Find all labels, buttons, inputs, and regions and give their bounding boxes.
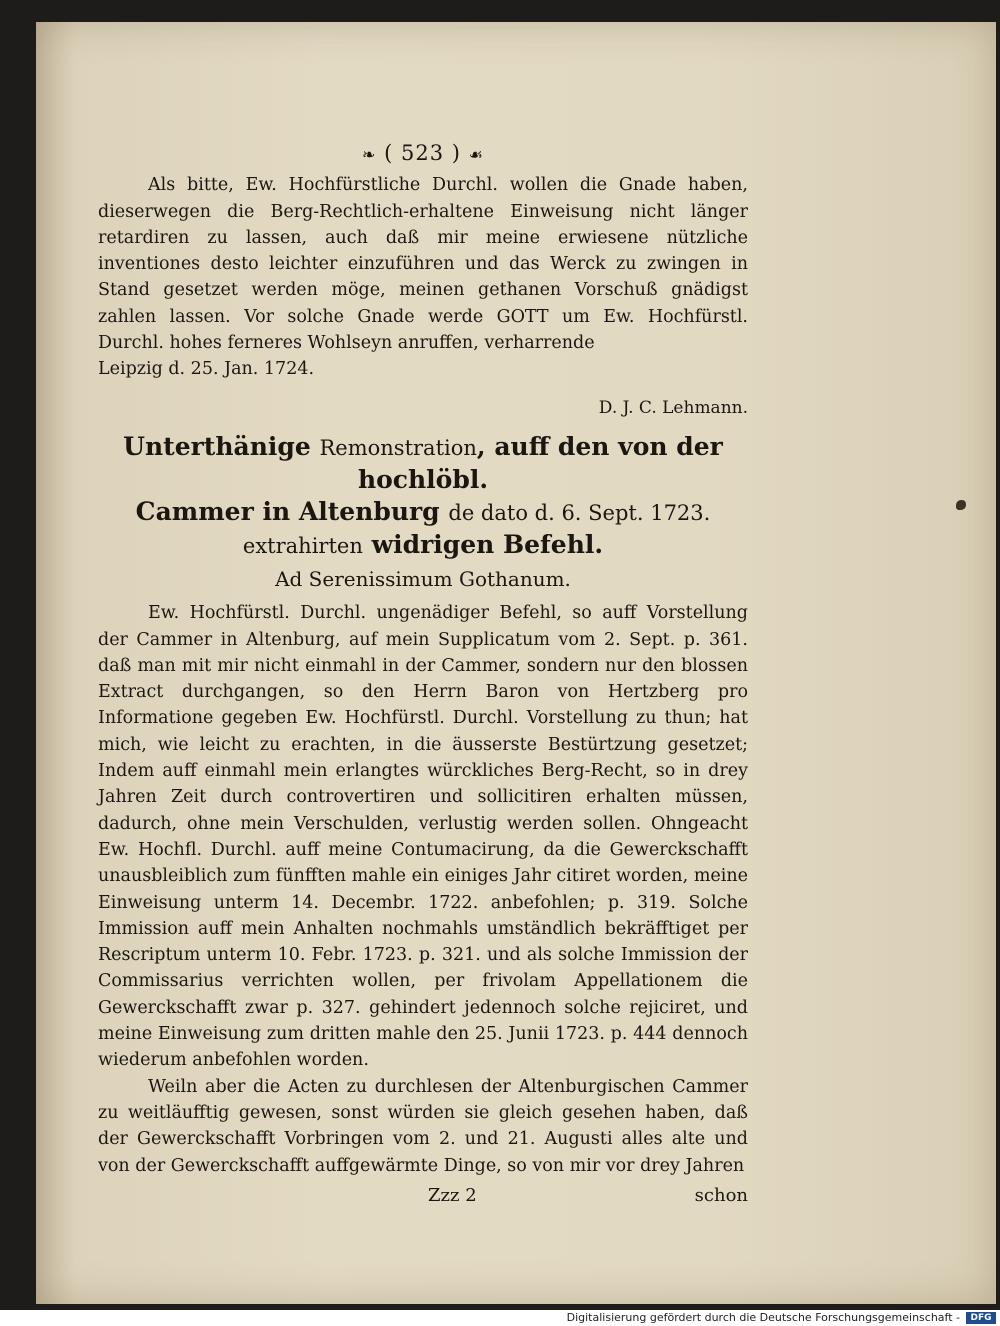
page-footer-row <box>98 1183 748 1213</box>
page-header <box>98 140 748 168</box>
signature-mark: Zzz 2 <box>428 1184 477 1206</box>
page-text <box>98 140 748 1213</box>
dfg-credit-text: Digitalisierung gefördert durch die Deutsche Forschungsgemeinschaft - <box>566 1311 960 1324</box>
ornament-left-icon: ❧ <box>362 145 377 164</box>
title-line-1: Unterthänige Remonstration, auff den von der hochlöbl. <box>123 431 723 494</box>
author-signature: D. J. C. Lehmann. <box>598 397 748 418</box>
catchword: schon <box>694 1184 748 1206</box>
place-date: Leipzig d. 25. Jan. 1724. <box>98 359 315 380</box>
paragraph-last: Weiln aber die Acten zu durchlesen der Altenburgischen Cammer zu weitläufftig gewesen, sonst würden sie gleich gesehen haben, daß der Gewerckschafft Vorbringen vom 2. und 21. Augusti alles alte und von der Gewerckschafft auffgewärmte Dinge, so von mir vor drey Jahren <box>98 1076 748 1176</box>
paragraph-main: Ew. Hochfürstl. Durchl. ungenädiger Befehl, so auff Vorstellung der Cammer in Altenburg, auf mein Supplicatum vom 2. Sept. p. 361. daß man mit mir nicht einmahl in der Cammer, sondern nur den blossen Extract durchgangen, so den Herrn Baron von Hertzberg pro Informatione gegeben Ew. Hochfürstl. Durchl. Vorstellung zu thun; hat mich, wie leicht zu erachten, in die äusserste Bestürtzung gesetzet; Indem auff einmahl mein erlangtes würckliches Berg-Recht, so in drey Jahren Zeit durch controvertiren und sollicitiren erhalten müssen, dadurch, ohne mein Verschulden, verlustig werden sollen. Ohngeacht Ew. Hochfl. Durchl. auff meine Contumacirung, da die Gewerckschafft unausbleiblich zum fünfften mahle ein einiges Jahr citiret worden, meine Einweisung unterm 14. Decembr. 1722. anbefohlen; p. 319. Solche Immission auff mein Anhalten nochmahls umständlich bekräfftiget per Rescriptum unterm 10. Febr. 1723. p. 321. und als solche Immission der Commissarius verrichten wollen, per frivolam Appellationem die Gewerckschafft zwar p. 327. gehindert jedennoch solche rejiciret, und meine Einweisung zum dritten mahle den 25. Junii 1723. p. 444 dennoch wiederum anbefohlen worden. <box>98 603 748 1071</box>
title-line-2: Cammer in Altenburg de dato d. 6. Sept. 1723. <box>135 496 711 526</box>
title-line-3: extrahirten widrigen Befehl. <box>242 529 604 559</box>
section-subtitle: Ad Serenissimum Gothanum. <box>275 566 571 591</box>
dfg-footer <box>0 1310 1000 1326</box>
page-number: ( 523 ) <box>384 141 461 165</box>
dfg-logo: DFG <box>966 1312 996 1324</box>
paragraph-closing-request: Als bitte, Ew. Hochfürstliche Durchl. wollen die Gnade haben, dieserwegen die Berg-Rechtlich-erhaltene Einweisung nicht länger retardiren zu lassen, auch daß mir meine erwiesene nützliche inventiones desto leichter einzuführen und das Werck zu zwingen in Stand gesetzet werden möge, meinen gethanen Vorschuß gnädigst zahlen lassen. Vor solche Gnade werde GOTT um Ew. Hochfürstl. Durchl. hohes ferneres Wohlseyn anruffen, verharrende <box>98 175 748 354</box>
section-title <box>98 431 748 562</box>
ornament-right-icon: ☙ <box>468 145 484 164</box>
ink-blot <box>956 500 966 510</box>
